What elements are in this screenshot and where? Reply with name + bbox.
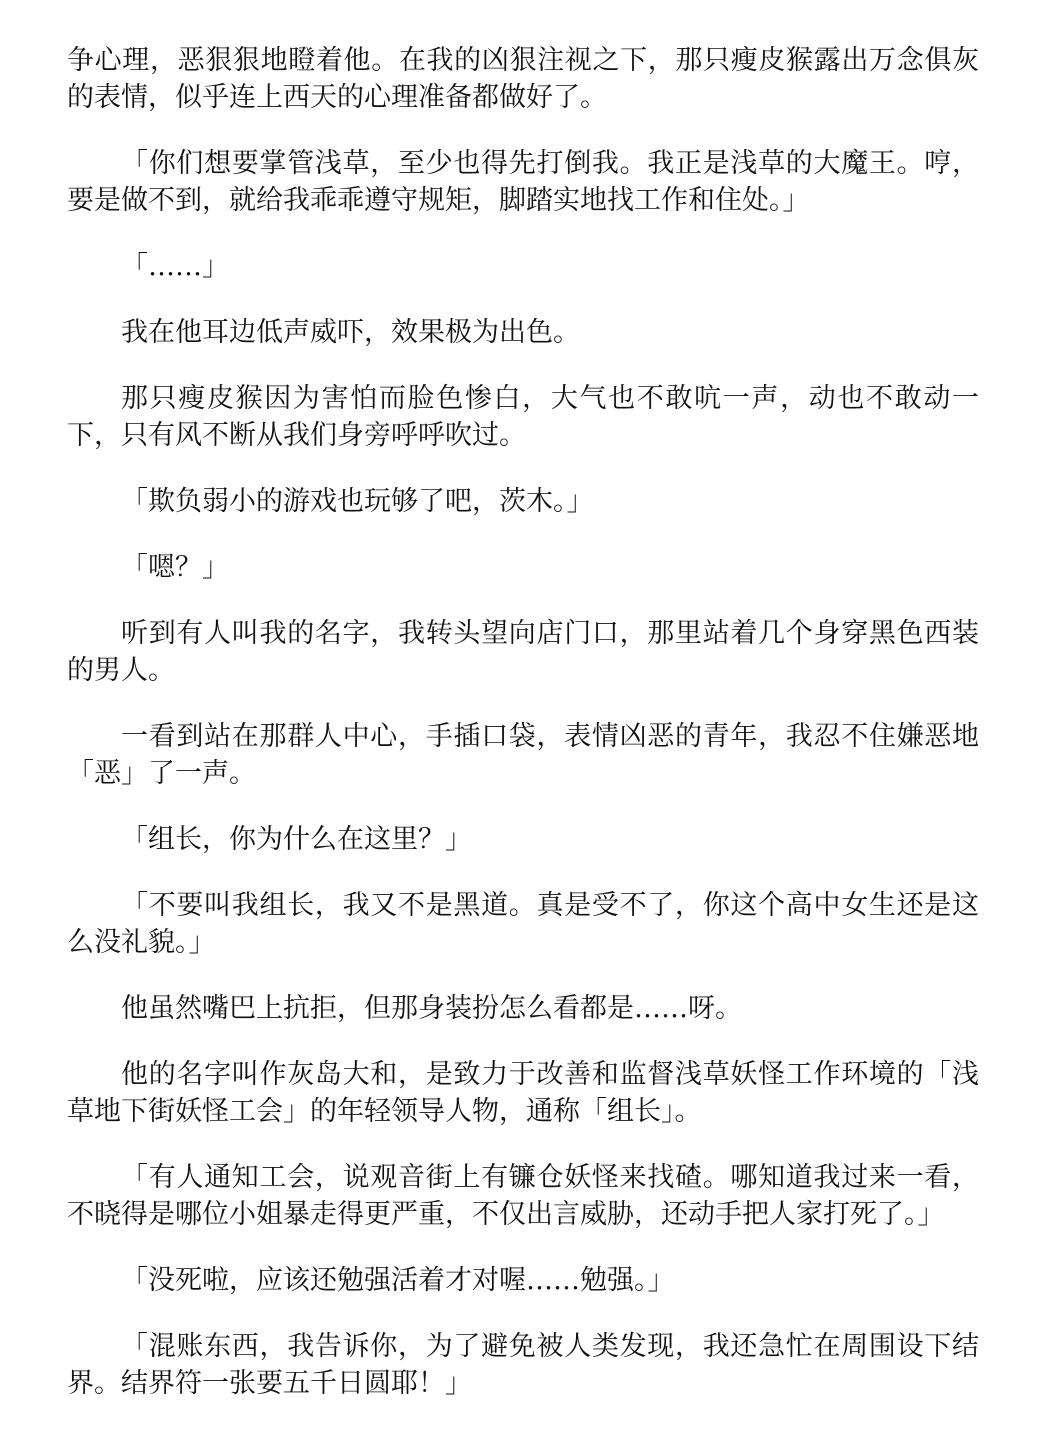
- paragraph: 一看到站在那群人中心，手插口袋，表情凶恶的青年，我忍不住嫌恶地「恶」了一声。: [67, 721, 979, 789]
- paragraph: 「混账东西，我告诉你，为了避免被人类发现，我还急忙在周围设下结界。结界符一张要五千日圆耶！」: [67, 1331, 979, 1399]
- paragraph: 「没死啦，应该还勉强活着才对喔……勉强。」: [121, 1265, 675, 1296]
- paragraph: 「……」: [121, 251, 229, 282]
- paragraph: 「组长，你为什么在这里？」: [121, 824, 472, 855]
- paragraph: 「不要叫我组长，我又不是黑道。真是受不了，你这个高中女生还是这么没礼貌。」: [67, 890, 979, 958]
- paragraph: 「嗯？」: [121, 552, 229, 583]
- paragraph: 「欺负弱小的游戏也玩够了吧，茨木。」: [121, 486, 594, 517]
- paragraph: 争心理，恶狠狠地瞪着他。在我的凶狠注视之下，那只瘦皮猴露出万念俱灰的表情，似乎连上西天的心理准备都做好了。: [67, 45, 979, 113]
- paragraph: 他的名字叫作灰岛大和，是致力于改善和监督浅草妖怪工作环境的「浅草地下街妖怪工会」的年轻领导人物，通称「组长」。: [67, 1059, 979, 1127]
- paragraph: 听到有人叫我的名字，我转头望向店门口，那里站着几个身穿黑色西装的男人。: [67, 618, 979, 686]
- paragraph: 他虽然嘴巴上抗拒，但那身装扮怎么看都是……呀。: [121, 993, 742, 1024]
- paragraph: 那只瘦皮猴因为害怕而脸色惨白，大气也不敢吭一声，动也不敢动一下，只有风不断从我们身旁呼呼吹过。: [67, 383, 979, 451]
- paragraph: 「你们想要掌管浅草，至少也得先打倒我。我正是浅草的大魔王。哼，要是做不到，就给我乖乖遵守规矩，脚踏实地找工作和住处。」: [67, 148, 979, 216]
- paragraph: 「有人通知工会，说观音街上有镰仓妖怪来找碴。哪知道我过来一看，不晓得是哪位小姐暴走得更严重，不仅出言威胁，还动手把人家打死了。」: [67, 1162, 979, 1230]
- paragraph: 我在他耳边低声威吓，效果极为出色。: [121, 317, 580, 348]
- book-page: [67, 42, 979, 1431]
